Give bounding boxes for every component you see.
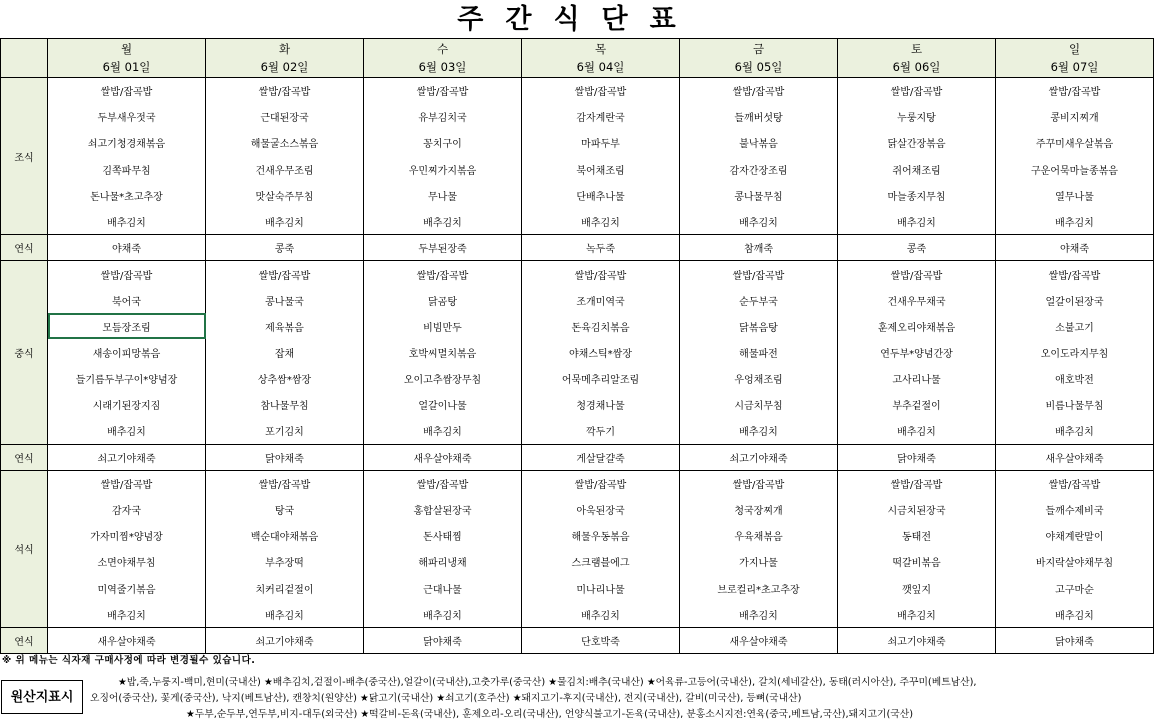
- menu-item[interactable]: 마늘종지무침: [838, 182, 996, 208]
- menu-item[interactable]: 쌀밥/잡곡밥: [48, 470, 206, 496]
- page-title: 주간식단표: [457, 4, 698, 35]
- day-header: 화 6월 02일: [206, 39, 364, 78]
- menu-item[interactable]: 배추김치: [996, 418, 1154, 444]
- menu-item[interactable]: 배추김치: [206, 601, 364, 627]
- menu-item[interactable]: 홍합살된장국: [364, 497, 522, 523]
- menu-item[interactable]: 누룽지탕: [838, 104, 996, 130]
- menu-item[interactable]: 쇠고기야채죽: [48, 444, 206, 470]
- menu-item[interactable]: 해물굴소스볶음: [206, 130, 364, 156]
- menu-item[interactable]: 쌀밥/잡곡밥: [522, 78, 680, 104]
- menu-item[interactable]: 배추김치: [364, 601, 522, 627]
- menu-item[interactable]: 주꾸미새우살볶음: [996, 130, 1154, 156]
- day-header: 금 6월 05일: [680, 39, 838, 78]
- menu-item[interactable]: 동태전: [838, 523, 996, 549]
- menu-item[interactable]: 불낙볶음: [680, 130, 838, 156]
- menu-item[interactable]: 들깨버섯탕: [680, 104, 838, 130]
- menu-item[interactable]: 오이고추쌈장무침: [364, 366, 522, 392]
- menu-item[interactable]: 건새우무조림: [206, 156, 364, 182]
- menu-item[interactable]: 아욱된장국: [522, 497, 680, 523]
- menu-item[interactable]: 배추김치: [48, 208, 206, 234]
- menu-item[interactable]: 우엉채조림: [680, 366, 838, 392]
- menu-item[interactable]: 건새우무채국: [838, 287, 996, 313]
- menu-item[interactable]: 배추김치: [680, 208, 838, 234]
- menu-row: [1, 78, 1154, 104]
- menu-item[interactable]: 부추장떡: [206, 549, 364, 575]
- menu-item[interactable]: 쌀밥/잡곡밥: [364, 470, 522, 496]
- menu-item[interactable]: 쌀밥/잡곡밥: [206, 78, 364, 104]
- menu-item[interactable]: 쇠고기청경채볶음: [48, 130, 206, 156]
- menu-item[interactable]: 야채죽: [48, 235, 206, 261]
- menu-item[interactable]: 탕국: [206, 497, 364, 523]
- menu-item[interactable]: 호박씨멸치볶음: [364, 339, 522, 365]
- menu-item[interactable]: 맛살숙주무침: [206, 182, 364, 208]
- menu-item[interactable]: 유부김치국: [364, 104, 522, 130]
- menu-item[interactable]: 쥐어채조림: [838, 156, 996, 182]
- menu-item[interactable]: 쌀밥/잡곡밥: [996, 470, 1154, 496]
- menu-item[interactable]: 가지나물: [680, 549, 838, 575]
- menu-row: [1, 313, 1154, 339]
- menu-item[interactable]: 소면야채무침: [48, 549, 206, 575]
- menu-item[interactable]: 쇠고기야채죽: [206, 627, 364, 653]
- menu-item[interactable]: 들깨수제비국: [996, 497, 1154, 523]
- menu-item[interactable]: 들기름두부구이*양념장: [48, 366, 206, 392]
- day-header: 목 6월 04일: [522, 39, 680, 78]
- header-row: [1, 39, 1154, 78]
- menu-item[interactable]: 새송이피망볶음: [48, 339, 206, 365]
- menu-item[interactable]: 북어국: [48, 287, 206, 313]
- menu-item[interactable]: 우육채볶음: [680, 523, 838, 549]
- menu-row: [1, 470, 1154, 496]
- menu-row: [1, 523, 1154, 549]
- menu-item[interactable]: 소불고기: [996, 313, 1154, 339]
- menu-row: [1, 575, 1154, 601]
- menu-row: [1, 156, 1154, 182]
- menu-item[interactable]: 배추김치: [48, 601, 206, 627]
- menu-item[interactable]: 시래기된장지짐: [48, 392, 206, 418]
- menu-item[interactable]: 닭곰탕: [364, 287, 522, 313]
- menu-item[interactable]: 단호박죽: [522, 627, 680, 653]
- menu-item[interactable]: 닭야채죽: [364, 627, 522, 653]
- menu-item[interactable]: 애호박전: [996, 366, 1154, 392]
- origin-line: ★두부,순두부,연두부,비지-대두(외국산) ★떡갈비-돈육(국내산), 훈제오리-오리(국내산), 언양식불고기-돈육(국내산), 분홍소시지전:연육(중국,베트남,국산),돼지고기(국산): [186, 709, 914, 720]
- menu-item[interactable]: 쌀밥/잡곡밥: [48, 261, 206, 287]
- menu-item[interactable]: 쌀밥/잡곡밥: [996, 261, 1154, 287]
- menu-item[interactable]: 가자미찜*양념장: [48, 523, 206, 549]
- menu-item[interactable]: 두부된장죽: [364, 235, 522, 261]
- menu-item[interactable]: 꽁치구이: [364, 130, 522, 156]
- menu-item[interactable]: 해물우동볶음: [522, 523, 680, 549]
- menu-item[interactable]: 시금치된장국: [838, 497, 996, 523]
- menu-item[interactable]: 쌀밥/잡곡밥: [996, 78, 1154, 104]
- menu-item[interactable]: 백순대야채볶음: [206, 523, 364, 549]
- menu-item[interactable]: 쌀밥/잡곡밥: [680, 470, 838, 496]
- menu-item[interactable]: 닭볶음탕: [680, 313, 838, 339]
- menu-item[interactable]: 바지락살야채무침: [996, 549, 1154, 575]
- menu-item[interactable]: 브로컬리*초고추장: [680, 575, 838, 601]
- menu-item[interactable]: 쌀밥/잡곡밥: [206, 261, 364, 287]
- menu-item[interactable]: 깻잎지: [838, 575, 996, 601]
- menu-item[interactable]: 쇠고기야채죽: [680, 444, 838, 470]
- menu-item[interactable]: 배추김치: [364, 208, 522, 234]
- menu-item[interactable]: 시금치무침: [680, 392, 838, 418]
- origin-line: ★밥,죽,누룽지-백미,현미(국내산) ★배추김치,겉절이-배추(중국산),얼갈이(국내산),고춧가루(중국산) ★물김치:배추(국내산) ★어육류-고등어(국내산), 갈치(세네갈산), 동태(러시아산), 주꾸미(베트남산),: [118, 677, 977, 688]
- menu-item[interactable]: 제육볶음: [206, 313, 364, 339]
- menu-item[interactable]: 닭야채죽: [996, 627, 1154, 653]
- menu-item[interactable]: 단배추나물: [522, 182, 680, 208]
- menu-item[interactable]: 쌀밥/잡곡밥: [838, 470, 996, 496]
- menu-item[interactable]: 배추김치: [48, 418, 206, 444]
- day-header: 수 6월 03일: [364, 39, 522, 78]
- menu-item[interactable]: 콩비지찌개: [996, 104, 1154, 130]
- menu-item[interactable]: 쇠고기야채죽: [838, 627, 996, 653]
- weekly-menu-table: [0, 38, 1154, 654]
- menu-row: [1, 287, 1154, 313]
- menu-item[interactable]: 북어채조림: [522, 156, 680, 182]
- menu-item[interactable]: 배추김치: [680, 601, 838, 627]
- menu-item[interactable]: 우민찌가지볶음: [364, 156, 522, 182]
- menu-item[interactable]: 마파두부: [522, 130, 680, 156]
- menu-item[interactable]: 김쪽파무침: [48, 156, 206, 182]
- menu-item[interactable]: 콩나물국: [206, 287, 364, 313]
- menu-item[interactable]: 근대된장국: [206, 104, 364, 130]
- menu-item[interactable]: 배추김치: [522, 601, 680, 627]
- day-header: 토 6월 06일: [838, 39, 996, 78]
- menu-item[interactable]: 얼갈이된장국: [996, 287, 1154, 313]
- menu-item[interactable]: 순두부국: [680, 287, 838, 313]
- menu-item[interactable]: 스크램블에그: [522, 549, 680, 575]
- menu-item[interactable]: 배추김치: [206, 208, 364, 234]
- menu-row: [1, 418, 1154, 444]
- menu-item[interactable]: 포기김치: [206, 418, 364, 444]
- menu-item[interactable]: 쌀밥/잡곡밥: [364, 78, 522, 104]
- menu-item[interactable]: 새우살야채죽: [364, 444, 522, 470]
- menu-item[interactable]: 게살달걀죽: [522, 444, 680, 470]
- menu-item[interactable]: 배추김치: [680, 418, 838, 444]
- menu-item[interactable]: 감자계란국: [522, 104, 680, 130]
- menu-item[interactable]: 새우살야채죽: [996, 444, 1154, 470]
- day-header: 일 6월 07일: [996, 39, 1154, 78]
- menu-item[interactable]: 연두부*양념간장: [838, 339, 996, 365]
- menu-item[interactable]: 참깨죽: [680, 235, 838, 261]
- menu-row: [1, 392, 1154, 418]
- meal-label: 중식: [1, 261, 48, 444]
- menu-item[interactable]: 청국장찌개: [680, 497, 838, 523]
- menu-item[interactable]: 쌀밥/잡곡밥: [838, 261, 996, 287]
- corner-cell: [1, 39, 48, 78]
- menu-item[interactable]: 쌀밥/잡곡밥: [838, 78, 996, 104]
- menu-item[interactable]: 고사리나물: [838, 366, 996, 392]
- menu-item[interactable]: 두부새우젓국: [48, 104, 206, 130]
- menu-row: [1, 549, 1154, 575]
- menu-item[interactable]: 쌀밥/잡곡밥: [206, 470, 364, 496]
- menu-row: [1, 366, 1154, 392]
- menu-row: [1, 130, 1154, 156]
- menu-item[interactable]: 배추김치: [838, 418, 996, 444]
- menu-item[interactable]: 구운어묵마늘종볶음: [996, 156, 1154, 182]
- menu-item[interactable]: 잡채: [206, 339, 364, 365]
- menu-row: [1, 261, 1154, 287]
- menu-item[interactable]: 치커리겉절이: [206, 575, 364, 601]
- menu-item[interactable]: 배추김치: [996, 601, 1154, 627]
- origin-label: 원산지표시: [1, 680, 83, 714]
- menu-item[interactable]: 부추겉절이: [838, 392, 996, 418]
- meal-label: 석식: [1, 470, 48, 627]
- menu-row: [1, 182, 1154, 208]
- menu-item[interactable]: 새우살야채죽: [680, 627, 838, 653]
- menu-item[interactable]: 쌀밥/잡곡밥: [522, 470, 680, 496]
- menu-item[interactable]: 새우살야채죽: [48, 627, 206, 653]
- menu-item[interactable]: 쌀밥/잡곡밥: [680, 78, 838, 104]
- menu-item[interactable]: 떡갈비볶음: [838, 549, 996, 575]
- menu-item[interactable]: 쌀밥/잡곡밥: [364, 261, 522, 287]
- menu-item[interactable]: 참나물무침: [206, 392, 364, 418]
- menu-item[interactable]: 얼갈이나물: [364, 392, 522, 418]
- menu-item[interactable]: 야채죽: [996, 235, 1154, 261]
- menu-item[interactable]: 비름나물무침: [996, 392, 1154, 418]
- menu-item[interactable]: 미역줄기볶음: [48, 575, 206, 601]
- menu-item[interactable]: 돈사태찜: [364, 523, 522, 549]
- menu-item[interactable]: 해파리냉채: [364, 549, 522, 575]
- menu-item[interactable]: 열무나물: [996, 182, 1154, 208]
- menu-item[interactable]: 감자간장조림: [680, 156, 838, 182]
- menu-item[interactable]: 근대나물: [364, 575, 522, 601]
- meal-label: 조식: [1, 78, 48, 235]
- menu-item[interactable]: 미나리나물: [522, 575, 680, 601]
- menu-item[interactable]: 감자국: [48, 497, 206, 523]
- menu-item[interactable]: 콩나물무침: [680, 182, 838, 208]
- menu-row: [1, 601, 1154, 627]
- day-header: 월 6월 01일: [48, 39, 206, 78]
- menu-item[interactable]: 닭살간장볶음: [838, 130, 996, 156]
- menu-item[interactable]: 쌀밥/잡곡밥: [680, 261, 838, 287]
- menu-item[interactable]: 콩죽: [206, 235, 364, 261]
- change-notice: ※ 위 메뉴는 식자재 구매사정에 따라 변경될수 있습니다.: [2, 655, 256, 666]
- menu-item[interactable]: 배추김치: [838, 601, 996, 627]
- menu-row: [1, 627, 1154, 653]
- menu-item[interactable]: 배추김치: [522, 208, 680, 234]
- menu-item[interactable]: 고구마순: [996, 575, 1154, 601]
- menu-item[interactable]: 어묵메추리알조림: [522, 366, 680, 392]
- menu-row: [1, 104, 1154, 130]
- menu-row: [1, 339, 1154, 365]
- origin-line: 오징어(중국산), 꽃게(중국산), 낙지(베트남산), 캔창치(원양산) ★닭고기(국내산) ★쇠고기(호주산) ★돼지고기-후지(국내산), 전지(국내산), 갈비(미국산), 등뼈(국내산): [90, 693, 802, 704]
- meal-label: 연식: [1, 444, 48, 470]
- menu-row: [1, 208, 1154, 234]
- menu-row: [1, 235, 1154, 261]
- menu-item[interactable]: 닭야채죽: [206, 444, 364, 470]
- menu-item[interactable]: 콩죽: [838, 235, 996, 261]
- menu-item[interactable]: 배추김치: [996, 208, 1154, 234]
- meal-label: 연식: [1, 235, 48, 261]
- meal-label: 연식: [1, 627, 48, 653]
- menu-item[interactable]: 돈육김치볶음: [522, 313, 680, 339]
- menu-item[interactable]: 깍두기: [522, 418, 680, 444]
- menu-item[interactable]: 모듬장조림: [48, 313, 206, 339]
- menu-item[interactable]: 상추쌈*쌈장: [206, 366, 364, 392]
- menu-row: [1, 497, 1154, 523]
- menu-item[interactable]: 녹두죽: [522, 235, 680, 261]
- menu-item[interactable]: 쌀밥/잡곡밥: [522, 261, 680, 287]
- menu-item[interactable]: 돈나물*초고추장: [48, 182, 206, 208]
- menu-item[interactable]: 배추김치: [838, 208, 996, 234]
- menu-item[interactable]: 훈제오리야채볶음: [838, 313, 996, 339]
- menu-item[interactable]: 야채스틱*쌈장: [522, 339, 680, 365]
- menu-item[interactable]: 해물파전: [680, 339, 838, 365]
- menu-item[interactable]: 쌀밥/잡곡밥: [48, 78, 206, 104]
- menu-row: [1, 444, 1154, 470]
- menu-item[interactable]: 청경채나물: [522, 392, 680, 418]
- menu-item[interactable]: 야채계란말이: [996, 523, 1154, 549]
- menu-item[interactable]: 조개미역국: [522, 287, 680, 313]
- menu-item[interactable]: 무나물: [364, 182, 522, 208]
- menu-item[interactable]: 비빔만두: [364, 313, 522, 339]
- menu-item[interactable]: 오이도라지무침: [996, 339, 1154, 365]
- menu-item[interactable]: 배추김치: [364, 418, 522, 444]
- menu-item[interactable]: 닭야채죽: [838, 444, 996, 470]
